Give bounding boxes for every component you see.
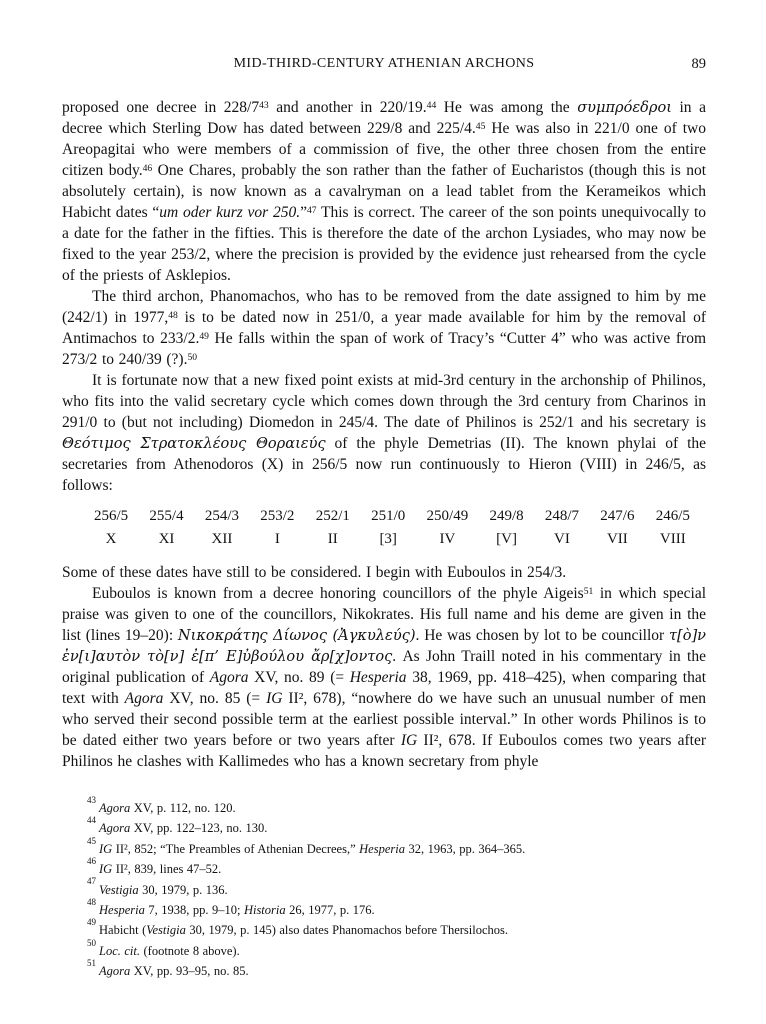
paragraph-2: [62, 286, 706, 370]
year-cell: 246/5: [655, 508, 690, 524]
footnote-marker: 51: [583, 585, 594, 597]
year-cell: 253/2: [260, 508, 295, 524]
footnote-number: 44: [87, 815, 96, 826]
footnote-marker: 49: [199, 330, 209, 342]
text-run: Vestigia: [146, 923, 186, 938]
footnote-text: [99, 883, 228, 897]
paragraph-1: [62, 97, 706, 286]
text-run: . He was chosen by lot to be councillor: [415, 627, 669, 644]
text-run: Hesperia: [99, 903, 145, 918]
phyle-cell: [V]: [496, 531, 517, 547]
table-column: [600, 505, 634, 551]
footnote-marker: 46: [142, 162, 153, 174]
footnote-text: [99, 944, 240, 958]
table-column: [316, 505, 350, 551]
table-column: [371, 505, 405, 551]
footnote-marker: 43: [259, 99, 269, 111]
paragraph-5: [62, 583, 706, 772]
article-body: [62, 97, 706, 772]
year-cell: 251/0: [371, 508, 406, 524]
footnote-text: [99, 964, 249, 978]
footnote-text: [99, 842, 525, 856]
text-run: Loc. cit.: [99, 943, 140, 958]
paragraph-3: [62, 370, 706, 496]
text-run: 30, 1979, p. 136.: [138, 882, 228, 897]
text-run: II², 839, lines 47–52.: [112, 862, 222, 877]
phyle-cell: XI: [158, 531, 175, 547]
footnote-marker: 47: [306, 204, 317, 216]
text-run: ”: [300, 204, 307, 221]
footnotes-section: [62, 794, 706, 982]
year-cell: 255/4: [149, 508, 184, 524]
year-cell: 248/7: [544, 508, 580, 524]
year-cell: 247/6: [600, 508, 635, 524]
footnote: [62, 896, 706, 920]
footnote-marker: 48: [168, 309, 178, 321]
phyle-cell: II: [327, 531, 338, 547]
text-run: Some of these dates have still to be considered. I begin with Euboulos in 254/3.: [62, 564, 567, 581]
text-run: XV, p. 112, no. 120.: [130, 801, 236, 815]
phyle-cell: VIII: [659, 531, 686, 547]
text-run: IG: [99, 841, 113, 856]
phyle-cell: VII: [606, 531, 628, 547]
text-run: He was also in 221/0 one of two Areopagitai who were members of a commission of five, the other three chosen from the entire citizen body.: [62, 120, 706, 179]
footnote-marker: 50: [187, 351, 198, 363]
footnote-number: 45: [87, 835, 96, 846]
text-run: is to be dated now in 251/0, a year made available for him by the removal of Antimachos to 233/2.: [62, 309, 706, 347]
year-cell: 254/3: [204, 508, 240, 524]
text-run: XV, no. 85 (=: [163, 690, 267, 707]
text-run: Agora: [99, 821, 131, 836]
text-run: IG: [266, 690, 283, 707]
footnote-number: 50: [87, 937, 96, 948]
text-run: The third archon, Phanomachos, who has to be removed from the date assigned to him by me (242/1) in 1977,: [62, 288, 706, 326]
footnote-number: 48: [87, 896, 96, 907]
phyle-cell: I: [274, 531, 280, 547]
text-run: συμπρόεδροι: [577, 99, 672, 116]
phyle-cell: VI: [554, 531, 570, 547]
text-run: One Chares, probably the son rather than the father of Eucharistos (though this is not absolutely certain), is now known as a cavalryman on a lead tablet from the Kerameikos which Habicht dates “: [62, 162, 706, 221]
text-run: Hesperia: [349, 669, 407, 686]
footnote-number: 51: [87, 958, 96, 969]
text-run: 7, 1938, pp. 9–10;: [144, 903, 244, 918]
text-run: Vestigia: [99, 882, 139, 897]
text-run: Agora: [99, 801, 131, 815]
footnote: [62, 917, 706, 940]
footnote-text: [99, 862, 221, 876]
footnote-marker: 45: [475, 120, 486, 132]
text-run: 38, 1969, pp. 418–425), when comparing that text with: [62, 669, 707, 707]
text-run: τ[ὸ]ν ἐν[ι]αυτὸν τὸ[ν] ἐ[π’ Ε]ὐβούλου ἄρ[χ]οντος: [62, 627, 707, 665]
text-run: proposed one decree in 228/7: [62, 99, 260, 116]
text-run: Agora: [124, 690, 164, 707]
page-number: 89: [691, 56, 706, 72]
year-cell: 250/49: [426, 508, 469, 524]
footnote-number: 46: [87, 856, 96, 867]
table-column: [260, 505, 294, 551]
text-run: This is correct. The career of the son points unequivocally to a date for the father in the fifties. This is therefore the date of the archon Lysiades, who may now be fixed to the year 253/2, where the precision is provided by the evidence just rehearsed from the cycle of the priests of Asklepios.: [62, 204, 706, 284]
text-run: XV, no. 89 (=: [248, 669, 350, 686]
text-run: of the phyle Demetrias (II). The known phylai of the secretaries from Athenodoros (X) in 256/5 now run continuously to Hieron (VIII) in 246/5, as follows:: [62, 435, 707, 494]
table-column: [94, 505, 128, 551]
page-header-title: MID-THIRD-CENTURY ATHENIAN ARCHONS: [233, 56, 535, 71]
text-run: Agora: [209, 669, 249, 686]
phyle-cell: IV: [439, 531, 456, 547]
footnote-number: 43: [87, 794, 96, 805]
text-run: in a decree which Sterling Dow has dated between 229/8 and 225/4.: [62, 99, 706, 137]
text-run: Θεότιμος Στρατοκλέους Θοραιεύς: [62, 435, 326, 452]
text-run: Historia: [243, 903, 286, 918]
footnote: [62, 958, 706, 981]
phyle-cell: [3]: [379, 531, 397, 547]
footnote-text: [99, 903, 375, 917]
text-run: Νικοκράτης Δίωνος (Ἀγκυλεύς): [177, 627, 416, 644]
text-run: um oder kurz vor 250.: [159, 204, 301, 221]
text-run: in which special praise was given to one of the councillors, Nikokrates. His full name and his deme are given in the list (lines 19–20):: [62, 585, 707, 644]
footnote: [62, 937, 706, 961]
text-run: Habicht (: [99, 923, 147, 938]
footnote: [62, 794, 706, 818]
text-run: Hesperia: [359, 841, 405, 856]
text-run: II², 678), “nowhere do we have such an unusual number of men who served their second possible term at the earliest possible interval.” In other words Philinos is to be dated either two years before or two years after: [62, 690, 706, 749]
table-column: [545, 505, 579, 551]
footnote: [62, 835, 706, 859]
text-run: II², 678. If Euboulos comes two years after Philinos he clashes with Kallimedes who has a known secretary from phyle: [62, 732, 706, 770]
footnote-marker: 44: [426, 99, 437, 111]
year-cell: 256/5: [94, 508, 129, 524]
paragraph-4: [62, 562, 706, 583]
text-run: IG: [99, 862, 113, 877]
text-run: XV, pp. 122–123, no. 130.: [130, 821, 268, 836]
table-column: [489, 505, 523, 551]
secretary-cycle-table: [62, 505, 706, 551]
table-column: [427, 505, 469, 551]
footnote: [62, 856, 706, 879]
footnote-text: [99, 801, 236, 815]
phyle-cell: XII: [211, 531, 233, 547]
footnote: [62, 815, 706, 838]
table-column: [149, 505, 183, 551]
text-run: 30, 1979, p. 145) also dates Phanomachos before Thersilochos.: [185, 923, 509, 938]
text-run: Agora: [99, 964, 131, 979]
text-run: (footnote 8 above).: [140, 943, 240, 958]
footnote-text: [99, 821, 267, 835]
text-run: He was among the: [436, 99, 578, 116]
phyle-cell: X: [105, 531, 117, 547]
text-run: . As John Traill noted in his commentary in the original publication of: [62, 648, 706, 686]
table-column: [656, 505, 690, 551]
year-cell: 252/1: [315, 508, 350, 524]
text-run: II², 852; “The Preambles of Athenian Decrees,”: [112, 841, 360, 856]
text-run: He falls within the span of work of Tracy’s “Cutter 4” who was active from 273/2 to 240/39 (?).: [62, 330, 706, 368]
text-run: XV, pp. 93–95, no. 85.: [130, 964, 249, 979]
text-run: It is fortunate now that a new fixed point exists at mid-3rd century in the archonship of Philinos, who fits into the valid secretary cycle which comes down through the 3rd century from Charinos in 291/0 to (but not including) Diomedon in 245/4. The date of Philinos is 252/1 and his secretary is: [62, 372, 706, 431]
footnote: [62, 876, 706, 900]
footnote-text: [99, 923, 508, 937]
footnote-number: 49: [87, 917, 96, 928]
text-run: and another in 220/19.: [268, 99, 427, 116]
year-cell: 249/8: [489, 508, 524, 524]
text-run: 26, 1977, p. 176.: [285, 903, 375, 918]
table-column: [205, 505, 239, 551]
text-run: IG: [400, 732, 418, 749]
text-run: 32, 1963, pp. 364–365.: [404, 841, 526, 856]
footnote-number: 47: [87, 876, 96, 887]
text-run: Euboulos is known from a decree honoring councillors of the phyle Aigeis: [92, 585, 584, 602]
running-head: [62, 56, 706, 72]
